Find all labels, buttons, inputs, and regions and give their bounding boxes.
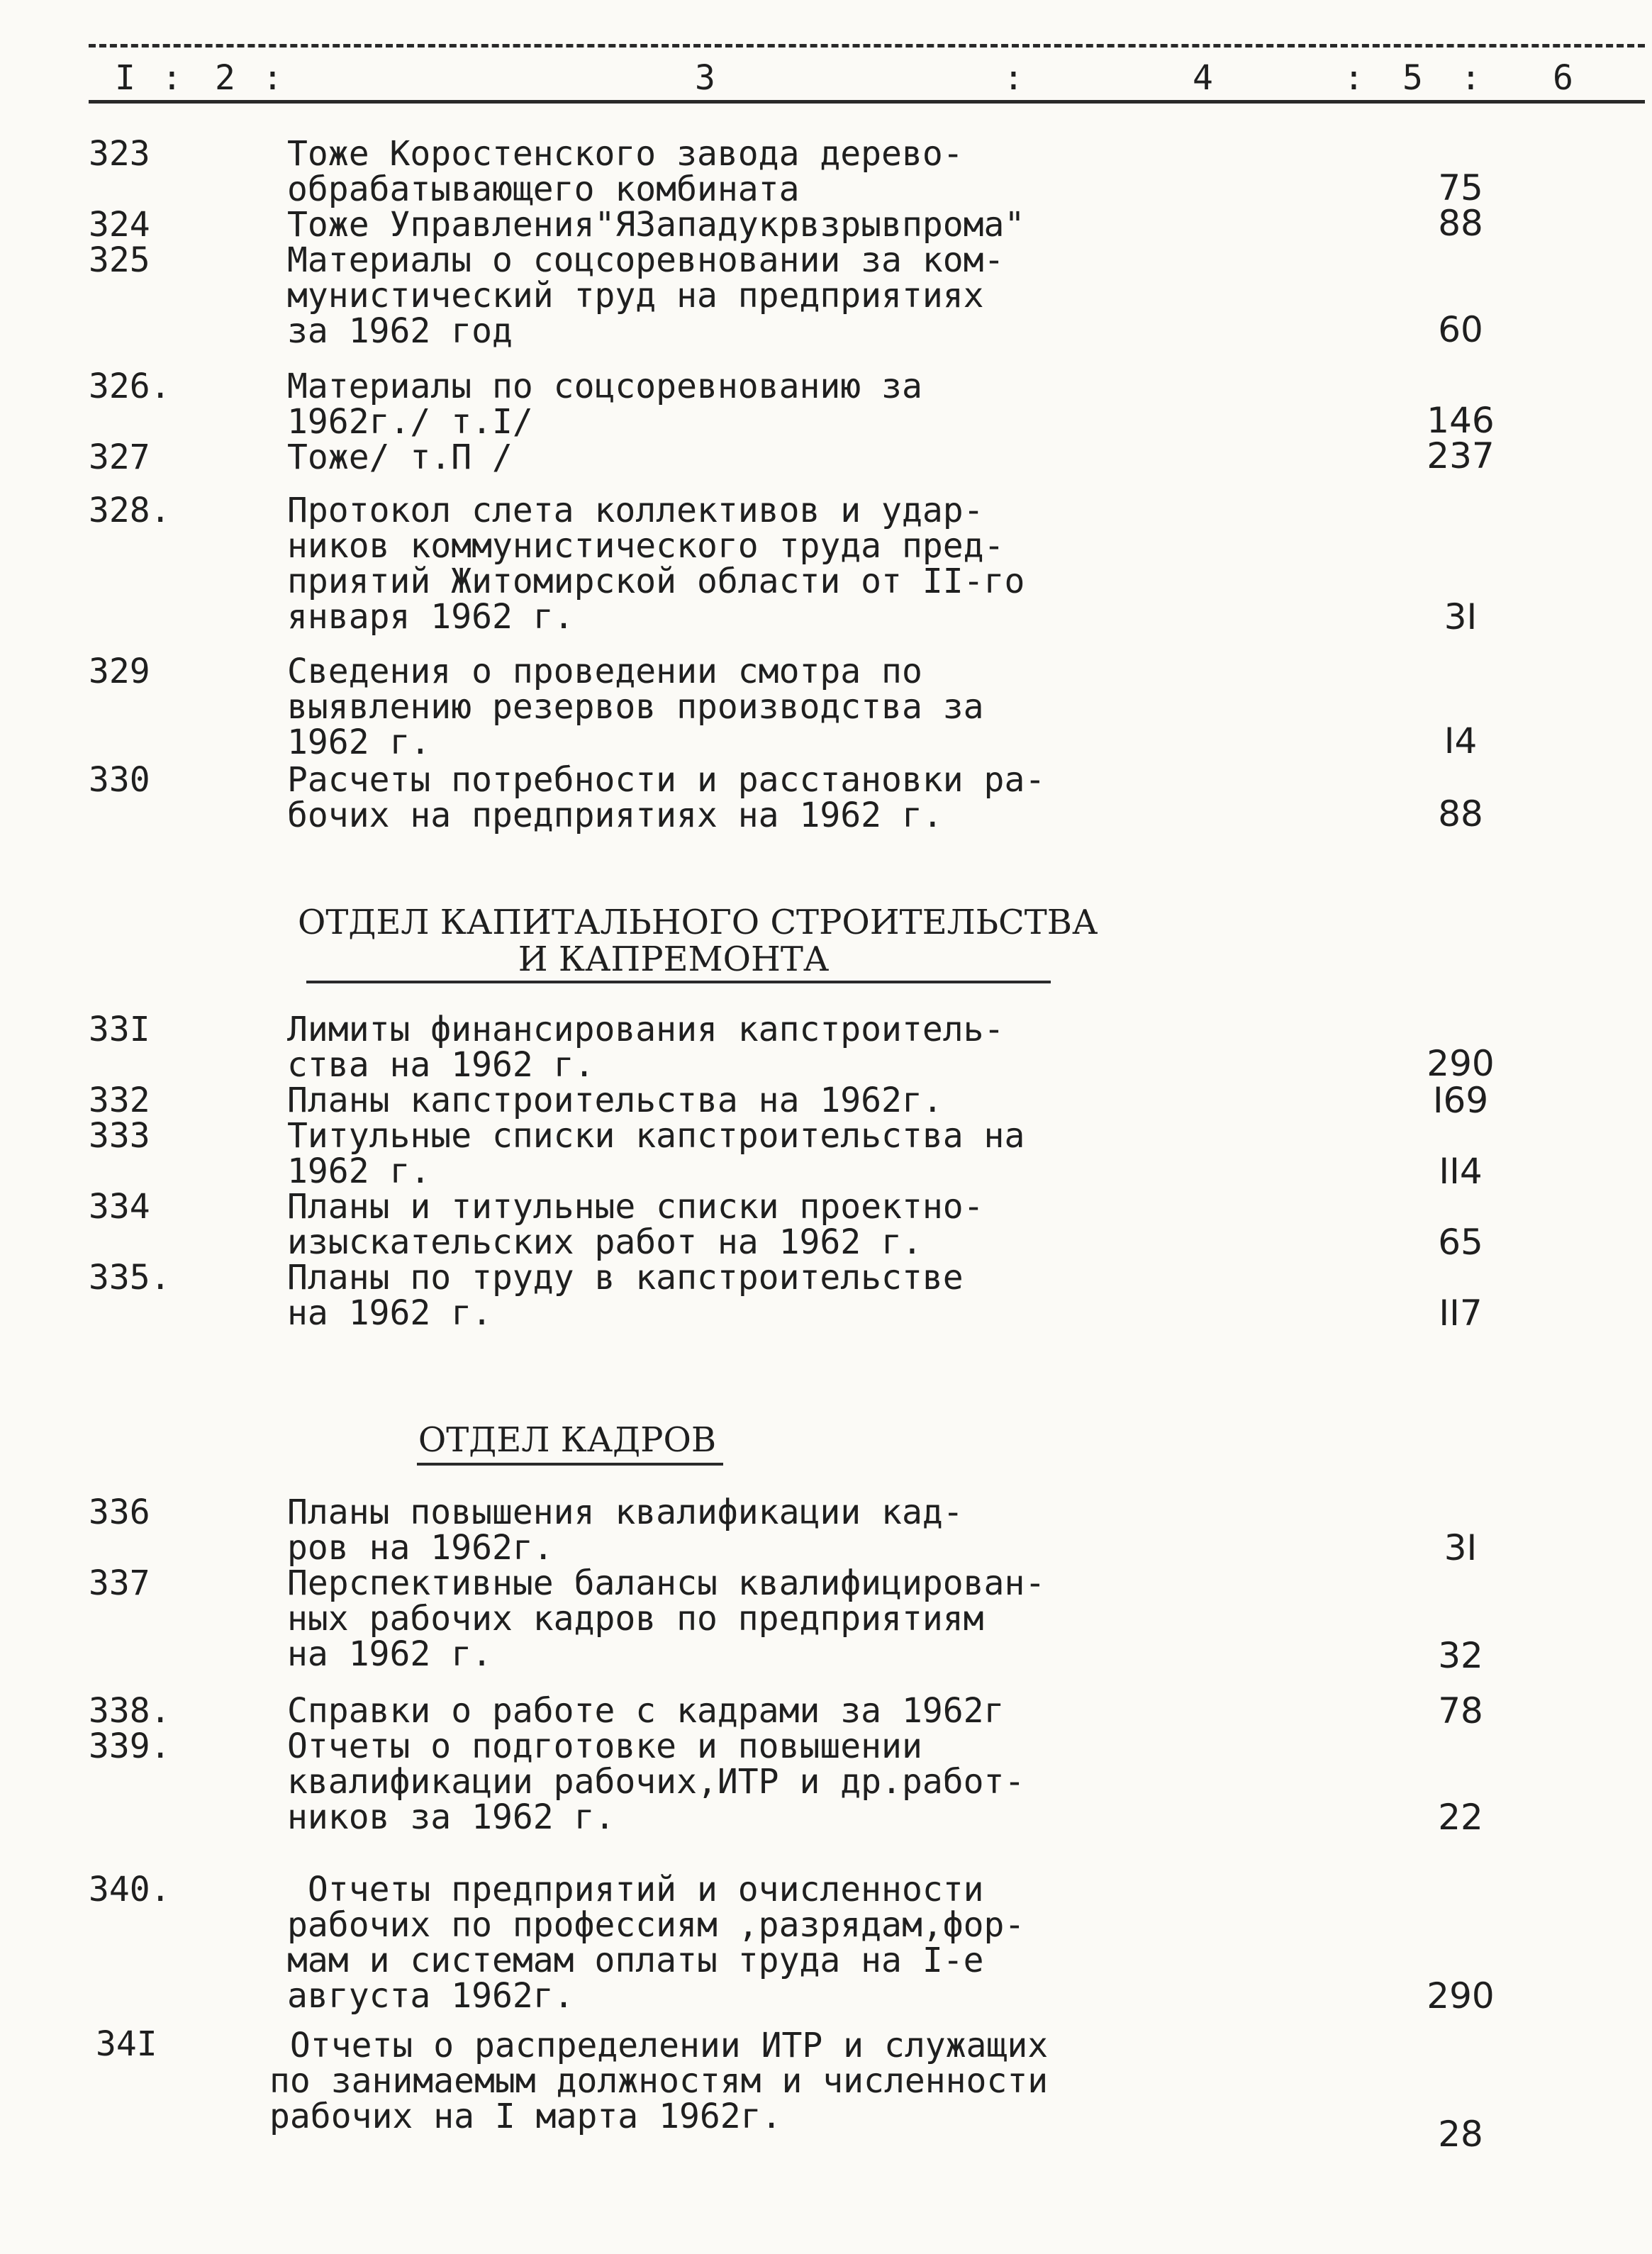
entry-title-line: Материалы о соцсоревновании за ком- — [287, 240, 1005, 280]
entry-title-line: мунистический труд на предприятиях — [287, 276, 984, 316]
entry-title — [287, 205, 1138, 245]
entry-title-line: 1962 г. — [287, 722, 431, 762]
entry-sheets: 65 — [1438, 1222, 1483, 1263]
entry-title-line: Отчеты о подготовке и повышении — [287, 1726, 922, 1766]
entry-title-line: Титульные списки капстроительства на — [287, 1116, 1025, 1156]
entry-sheets: 3I — [1444, 1527, 1478, 1568]
col-separator: : — [1461, 58, 1481, 98]
entry-sheets: 290 — [1427, 1975, 1495, 2016]
entry-number: 326. — [89, 367, 171, 406]
entry-sheets: 146 — [1427, 400, 1495, 441]
entry-number: 323 — [89, 134, 150, 174]
entry-number: 334 — [89, 1187, 150, 1227]
entry-title-line: ства на 1962 г. — [287, 1045, 595, 1085]
section-heading-personnel — [411, 1422, 723, 1458]
col-header-2: 2 — [215, 58, 235, 98]
entry-number: 335. — [89, 1258, 171, 1298]
entry-title-line: ров на 1962г. — [287, 1528, 554, 1568]
entry-number: 33I — [89, 1010, 150, 1049]
section-heading-line: ОТДЕЛ КАДРОВ — [418, 1420, 717, 1460]
entry-number: 324 — [89, 205, 150, 245]
entry-title-line: Протокол слета коллективов и удар- — [287, 491, 984, 530]
entry-title-line: января 1962 г. — [287, 597, 574, 637]
entry-sheets: 28 — [1438, 2114, 1483, 2155]
entry-title-line: Материалы по соцсоревнованию за — [287, 367, 922, 406]
entry-number: 339. — [89, 1726, 171, 1766]
entry-title-line: бочих на предприятиях на 1962 г. — [287, 796, 943, 835]
entry-title — [287, 242, 1138, 349]
entry-title — [287, 369, 1138, 440]
entry-title-line: 1962г./ т.I/ — [287, 402, 533, 442]
entry-sheets: II7 — [1439, 1293, 1483, 1334]
header-bottom-rule — [89, 100, 1645, 104]
entry-title-line: Расчеты потребности и расстановки ра- — [287, 760, 1046, 800]
entry-title-line: Планы и титульные списки проектно- — [287, 1187, 984, 1227]
entry-title-line: за 1962 год — [287, 311, 513, 351]
entry-title-line: ников за 1962 г. — [287, 1797, 615, 1837]
entry-title-line: Сведения о проведении смотра по — [287, 652, 922, 691]
entry-title-line: Планы капстроительства на 1962г. — [287, 1081, 943, 1120]
entry-title-line: Отчеты о распределении ИТР и служащих — [269, 2026, 1049, 2065]
entry-title — [287, 1563, 1138, 1674]
entry-title-line: Лимиты финансирования капстроитель- — [287, 1010, 1005, 1049]
entry-title — [287, 136, 1138, 207]
entry-title-line: Тоже/ т.П / — [287, 437, 513, 477]
col-separator: : — [1003, 58, 1024, 98]
entry-title-line: обрабатывающего комбината — [287, 169, 800, 209]
entry-title-line: Планы повышения квалификации кад- — [287, 1493, 964, 1532]
entry-title — [287, 493, 1138, 635]
entry-number: 330 — [89, 760, 150, 800]
entry-sheets: 78 — [1438, 1690, 1483, 1731]
entry-sheets: 22 — [1438, 1797, 1483, 1838]
entry-sheets: 290 — [1427, 1043, 1495, 1084]
entry-title-line: Планы по труду в капстроительстве — [287, 1258, 964, 1298]
col-header-1: I — [115, 58, 135, 98]
entry-title-line: Тоже Коростенского завода дерево- — [287, 134, 964, 174]
entry-sheets: 32 — [1438, 1635, 1483, 1676]
entry-title-line: по занимаемым должностям и численности — [269, 2061, 1049, 2101]
entry-title — [269, 2028, 1191, 2134]
entry-title-line: 1962 г. — [287, 1151, 431, 1191]
entry-title-line: Справки о работе с кадрами за 1962г — [287, 1691, 1005, 1731]
entry-sheets: II4 — [1439, 1151, 1483, 1192]
entry-number: 337 — [89, 1563, 150, 1603]
entry-title-line: на 1962 г. — [287, 1293, 492, 1333]
entry-title — [287, 1012, 1138, 1083]
entry-number: 34I — [96, 2024, 157, 2064]
section-heading-capital-construction — [298, 903, 1098, 979]
entry-title-line: выявлению резервов производства за — [287, 687, 984, 727]
entry-number: 328. — [89, 491, 171, 530]
entry-sheets: 88 — [1438, 203, 1483, 244]
section-underline — [306, 981, 1051, 983]
entry-sheets: 60 — [1438, 309, 1483, 350]
entry-title-line: Перспективные балансы квалифицирован- — [287, 1563, 1046, 1603]
entry-number: 336 — [89, 1493, 150, 1532]
entry-title — [287, 1083, 1138, 1118]
entry-title — [287, 1872, 1138, 2014]
col-header-6: 6 — [1553, 58, 1573, 98]
entry-number: 329 — [89, 652, 150, 691]
entry-title — [287, 437, 1138, 477]
entry-title-line: Отчеты предприятий и очисленности — [287, 1870, 984, 1909]
entry-title-line: рабочих на I марта 1962г. — [269, 2097, 782, 2136]
col-separator: : — [162, 58, 182, 98]
entry-title-line: ных рабочих кадров по предприятиям — [287, 1599, 984, 1639]
col-header-4: 4 — [1193, 58, 1213, 98]
entry-title-line: приятий Житомирской области от II-го — [287, 562, 1025, 601]
entry-title-line: ников коммунистического труда пред- — [287, 526, 1005, 566]
col-header-5: 5 — [1402, 58, 1423, 98]
entry-title — [287, 1260, 1138, 1331]
entry-title — [287, 654, 1138, 760]
entry-title — [287, 1495, 1138, 1566]
entry-title-line: августа 1962г. — [287, 1976, 574, 2016]
entry-number: 338. — [89, 1691, 171, 1731]
entry-sheets: 237 — [1427, 435, 1495, 476]
entry-title — [287, 1726, 1138, 1837]
section-heading-line: ОТДЕЛ КАПИТАЛЬНОГО СТРОИТЕЛЬСТВА — [298, 903, 1098, 942]
col-header-3: 3 — [695, 58, 715, 98]
entry-sheets: 88 — [1438, 793, 1483, 835]
entry-title-line: Тоже Управления"ЯЗападукрвзрывпрома" — [287, 205, 1025, 245]
entry-title-line: мам и системам оплаты труда на I-е — [287, 1941, 984, 1980]
entry-title-line: изыскательских работ на 1962 г. — [287, 1222, 922, 1262]
col-separator: : — [262, 58, 283, 98]
col-separator: : — [1344, 58, 1364, 98]
header-top-rule — [89, 44, 1645, 48]
entry-number: 327 — [89, 437, 150, 477]
entry-sheets: I69 — [1432, 1080, 1489, 1121]
entry-number: 340. — [89, 1870, 171, 1909]
entry-sheets: 75 — [1438, 167, 1483, 208]
entry-title — [287, 1693, 1138, 1729]
entry-title-line: квалификации рабочих,ИТР и др.работ- — [287, 1762, 1025, 1802]
section-heading-line: И КАПРЕМОНТА — [518, 939, 830, 979]
entry-title — [287, 1118, 1138, 1189]
entry-number: 325 — [89, 240, 150, 280]
entry-sheets: 3I — [1444, 596, 1478, 637]
entry-title-line: на 1962 г. — [287, 1634, 492, 1674]
entry-number: 332 — [89, 1081, 150, 1120]
section-underline — [417, 1463, 723, 1466]
entry-number: 333 — [89, 1116, 150, 1156]
entry-title — [287, 762, 1138, 833]
entry-title — [287, 1189, 1138, 1260]
entry-title-line: рабочих по профессиям ,разрядам,фор- — [287, 1905, 1025, 1945]
entry-sheets: I4 — [1444, 720, 1478, 761]
